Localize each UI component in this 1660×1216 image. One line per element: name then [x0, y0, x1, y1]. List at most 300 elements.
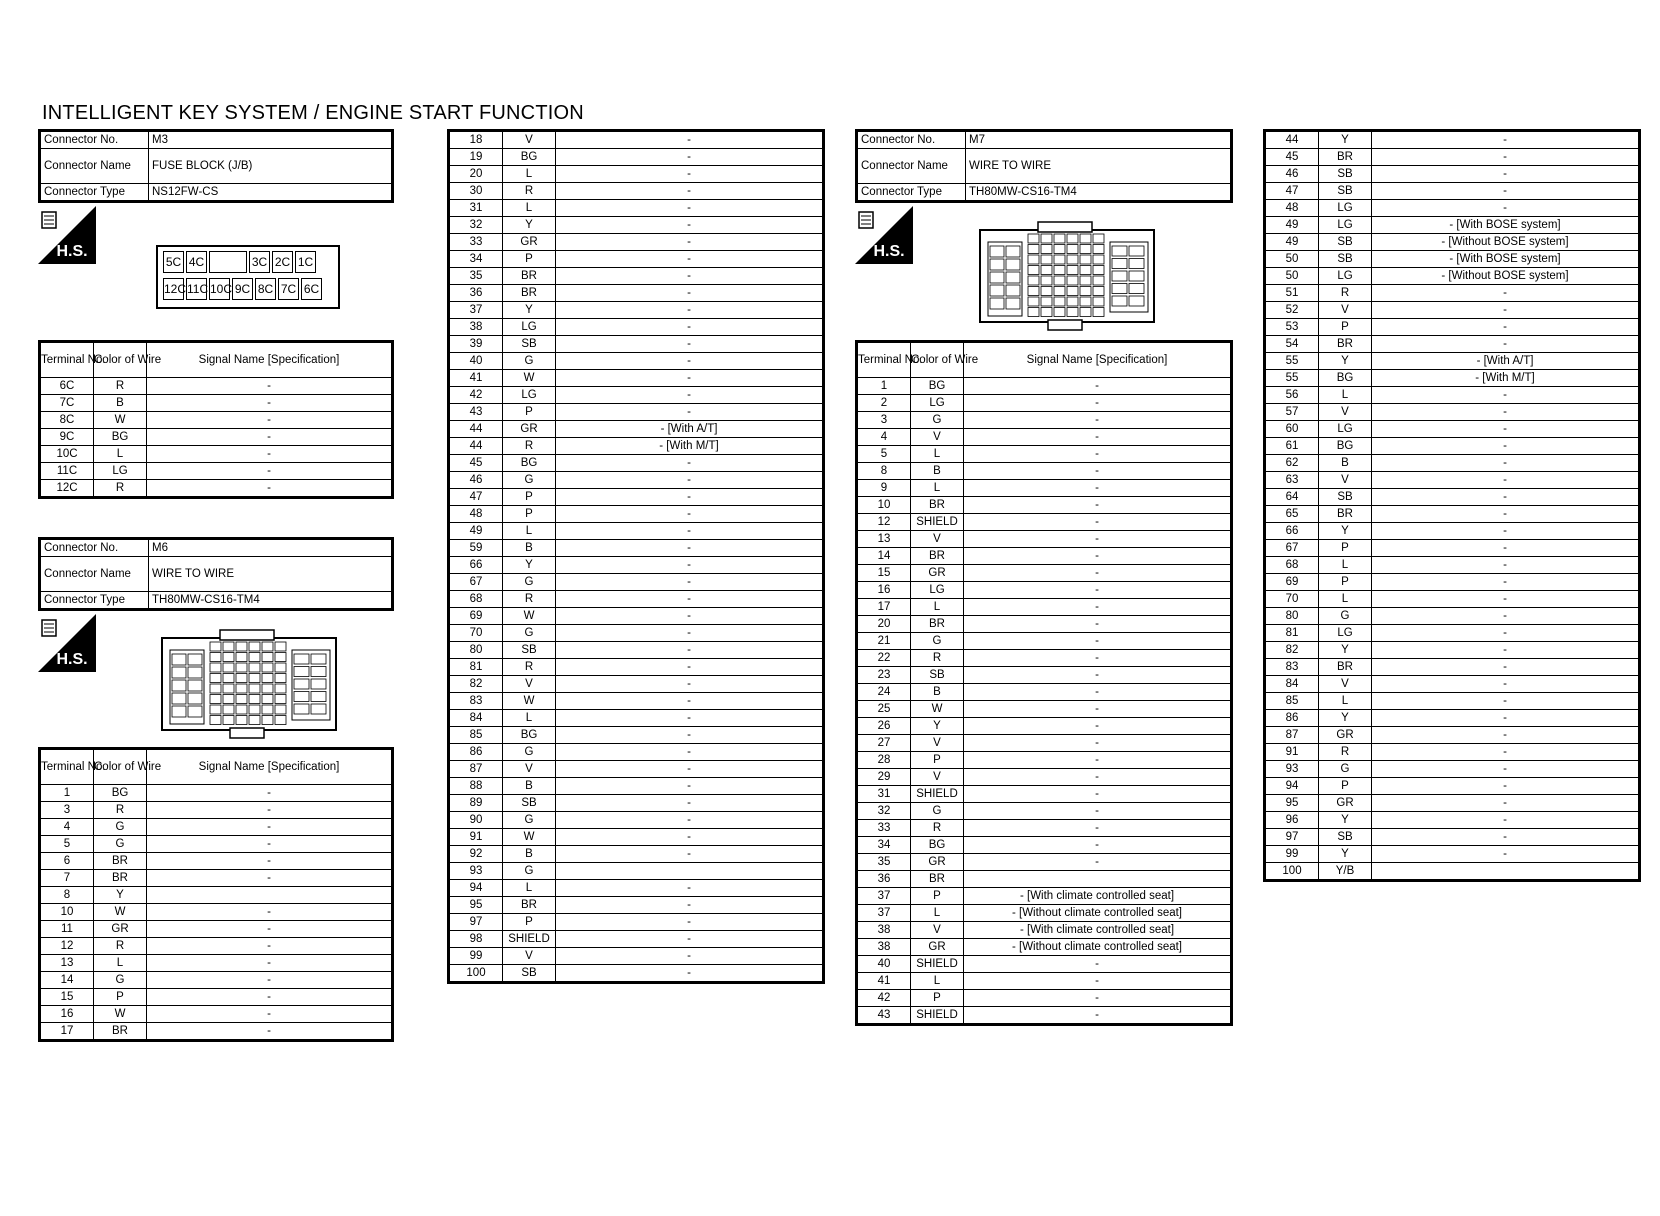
terminal-no: 14 [857, 548, 911, 565]
wire-color: SB [1319, 166, 1372, 183]
connector-type-label: Connector Type [857, 184, 966, 202]
table-row [40, 480, 393, 498]
signal-name: - [964, 446, 1232, 463]
signal-name: - [1372, 149, 1640, 166]
table-row [857, 871, 1232, 888]
signal-name: - [964, 497, 1232, 514]
wire-color: SB [1319, 489, 1372, 506]
terminal-no: 16 [40, 1006, 94, 1023]
terminal-no: 49 [1265, 217, 1319, 234]
m6-connector-info [38, 537, 394, 611]
signal-name: - [964, 395, 1232, 412]
wire-color: B [503, 846, 556, 863]
m6-connector-face [160, 628, 338, 740]
terminal-no: 81 [449, 659, 503, 676]
signal-name: - [556, 302, 824, 319]
terminal-no: 44 [1265, 131, 1319, 149]
wire-color: LG [503, 319, 556, 336]
signal-name: - [147, 1023, 393, 1041]
table-row [40, 1023, 393, 1041]
wire-color: V [911, 769, 964, 786]
table-row [857, 395, 1232, 412]
signal-name: - [147, 785, 393, 802]
terminal-no: 25 [857, 701, 911, 718]
signal-name: - [556, 795, 824, 812]
wire-color: BG [1319, 438, 1372, 455]
signal-name: - [556, 234, 824, 251]
terminal-no: 35 [857, 854, 911, 871]
terminal-no: 16 [857, 582, 911, 599]
table-row [449, 353, 824, 370]
signal-name: - [556, 829, 824, 846]
wire-color: G [503, 353, 556, 370]
terminal-no: 9 [857, 480, 911, 497]
terminal-no: 33 [449, 234, 503, 251]
signal-name: - [964, 599, 1232, 616]
signal-name: - [556, 387, 824, 404]
table-row [1265, 234, 1640, 251]
signal-name: - [556, 659, 824, 676]
table-row [449, 523, 824, 540]
signal-name: - [556, 676, 824, 693]
wire-color: GR [94, 921, 147, 938]
m6-connector-name: WIRE TO WIRE [149, 557, 393, 592]
signal-name: - [964, 531, 1232, 548]
connector-pin: 10C [209, 278, 230, 300]
table-row [449, 540, 824, 557]
wire-color: Y/B [1319, 863, 1372, 881]
wire-color: Y [1319, 642, 1372, 659]
signal-name: - [1372, 540, 1640, 557]
signal-name: - [1372, 557, 1640, 574]
table-row [857, 531, 1232, 548]
table-row [857, 429, 1232, 446]
terminal-no: 69 [1265, 574, 1319, 591]
m7-connector-no: M7 [966, 131, 1232, 149]
signal-name: - [556, 880, 824, 897]
signal-name: - [1372, 761, 1640, 778]
terminal-no: 31 [857, 786, 911, 803]
signal-name: - [964, 667, 1232, 684]
wire-color: L [1319, 591, 1372, 608]
signal-name: - [556, 574, 824, 591]
table-row [857, 1007, 1232, 1025]
terminal-no: 48 [449, 506, 503, 523]
terminal-no: 17 [857, 599, 911, 616]
table-row [449, 608, 824, 625]
signal-name: - [1372, 727, 1640, 744]
table-row [449, 897, 824, 914]
wire-color: Y [1319, 523, 1372, 540]
signal-name: - [556, 761, 824, 778]
wire-color: LG [1319, 625, 1372, 642]
terminal-no: 44 [449, 438, 503, 455]
signal-name: - [1372, 183, 1640, 200]
terminal-no: 39 [449, 336, 503, 353]
wire-color: W [503, 829, 556, 846]
signal-name: - [556, 319, 824, 336]
connector-pin: 9C [232, 278, 253, 300]
wire-color: L [1319, 557, 1372, 574]
terminal-no: 70 [449, 625, 503, 642]
wire-color: G [1319, 761, 1372, 778]
signal-name: - [1372, 591, 1640, 608]
wire-color: SB [1319, 234, 1372, 251]
signal-name: - [964, 565, 1232, 582]
wire-color: BG [503, 149, 556, 166]
wire-color: P [1319, 540, 1372, 557]
wire-color: B [911, 684, 964, 701]
signal-name: - [147, 972, 393, 989]
signal-name: - [556, 948, 824, 965]
signal-name: - [147, 989, 393, 1006]
connector-pin: 11C [186, 278, 207, 300]
terminal-no: 94 [449, 880, 503, 897]
wire-color: W [911, 701, 964, 718]
signal-name: - [556, 846, 824, 863]
table-row [449, 319, 824, 336]
wire-color: BG [94, 429, 147, 446]
terminal-no: 34 [857, 837, 911, 854]
table-row [857, 837, 1232, 854]
terminal-no-header: Terminal No. [857, 342, 911, 378]
terminal-no: 69 [449, 608, 503, 625]
table-row [857, 565, 1232, 582]
terminal-no: 94 [1265, 778, 1319, 795]
table-row [40, 989, 393, 1006]
connector-pin: 2C [272, 251, 293, 273]
signal-name: - [1372, 455, 1640, 472]
signal-name: - [556, 200, 824, 217]
wire-color: BG [503, 727, 556, 744]
table-row [857, 548, 1232, 565]
terminal-no: 82 [449, 676, 503, 693]
signal-name: - [1372, 795, 1640, 812]
terminal-no: 83 [449, 693, 503, 710]
wire-color: GR [911, 565, 964, 582]
signal-name: - [964, 633, 1232, 650]
signal-name: - [With climate controlled seat] [964, 922, 1232, 939]
table-row [1265, 489, 1640, 506]
signal-name: - [556, 353, 824, 370]
connector-pin: 4C [186, 251, 207, 273]
terminal-no: 96 [1265, 812, 1319, 829]
signal-name: - [964, 412, 1232, 429]
table-row [857, 599, 1232, 616]
table-row [449, 659, 824, 676]
terminal-no: 38 [857, 939, 911, 956]
signal-name: - [556, 166, 824, 183]
terminal-no: 99 [1265, 846, 1319, 863]
connector-pin: 1C [295, 251, 316, 273]
table-row [449, 131, 824, 149]
table-row [857, 888, 1232, 905]
m3-connector-info [38, 129, 394, 203]
table-row [1265, 200, 1640, 217]
table-row [449, 744, 824, 761]
signal-name: - [964, 480, 1232, 497]
wire-color: SHIELD [503, 931, 556, 948]
table-row [449, 676, 824, 693]
wire-color: V [911, 429, 964, 446]
terminal-no: 66 [449, 557, 503, 574]
table-row [449, 489, 824, 506]
wire-color: L [94, 955, 147, 972]
signal-name: - [556, 455, 824, 472]
table-row [1265, 472, 1640, 489]
signal-name: - [147, 802, 393, 819]
signal-name: - [Without climate controlled seat] [964, 939, 1232, 956]
terminal-no: 43 [449, 404, 503, 421]
table-row [857, 786, 1232, 803]
table-row [1265, 829, 1640, 846]
m7-connector-name: WIRE TO WIRE [966, 149, 1232, 184]
signal-name: - [556, 285, 824, 302]
terminal-no: 98 [449, 931, 503, 948]
table-row [449, 931, 824, 948]
wire-color: Y [1319, 846, 1372, 863]
signal-name: - [1372, 693, 1640, 710]
wire-color: G [911, 412, 964, 429]
terminal-no: 62 [1265, 455, 1319, 472]
signal-name: - [147, 480, 393, 498]
terminal-no: 7 [40, 870, 94, 887]
signal-name: - [964, 463, 1232, 480]
signal-name: - [964, 718, 1232, 735]
terminal-no: 95 [1265, 795, 1319, 812]
signal-name: - [1372, 387, 1640, 404]
signal-name: - [964, 752, 1232, 769]
table-row [40, 802, 393, 819]
wire-color: GR [911, 854, 964, 871]
wire-color: G [94, 836, 147, 853]
table-row [1265, 778, 1640, 795]
signal-name: - [964, 548, 1232, 565]
table-row [857, 378, 1232, 395]
connector-pin: 3C [249, 251, 270, 273]
signal-name: - [556, 591, 824, 608]
terminal-no: 83 [1265, 659, 1319, 676]
terminal-no: 41 [857, 973, 911, 990]
wire-color: B [503, 540, 556, 557]
terminal-no: 67 [1265, 540, 1319, 557]
wire-color: W [503, 693, 556, 710]
signal-name: - [1372, 744, 1640, 761]
terminal-no: 24 [857, 684, 911, 701]
wire-color: R [911, 650, 964, 667]
terminal-no: 87 [1265, 727, 1319, 744]
wire-color: BR [1319, 149, 1372, 166]
table-row [449, 846, 824, 863]
table-row [40, 870, 393, 887]
table-row [1265, 625, 1640, 642]
m6-terminal-table [38, 747, 394, 1042]
signal-name: - [556, 336, 824, 353]
terminal-no: 80 [449, 642, 503, 659]
wire-color: R [94, 378, 147, 395]
signal-name: - [1372, 625, 1640, 642]
table-row [1265, 523, 1640, 540]
table-row [857, 701, 1232, 718]
wire-color: L [503, 710, 556, 727]
terminal-no: 91 [449, 829, 503, 846]
table-row [1265, 353, 1640, 370]
terminal-no: 11 [40, 921, 94, 938]
table-row [40, 412, 393, 429]
terminal-no: 46 [1265, 166, 1319, 183]
signal-name: - [556, 183, 824, 200]
signal-name: - [1372, 438, 1640, 455]
wire-color: L [911, 599, 964, 616]
wire-color: V [911, 922, 964, 939]
terminal-no: 10C [40, 446, 94, 463]
signal-name: - [147, 412, 393, 429]
table-row [857, 854, 1232, 871]
signal-name: - [556, 251, 824, 268]
table-row [857, 514, 1232, 531]
wire-color: BR [94, 870, 147, 887]
terminal-no: 3 [857, 412, 911, 429]
wire-color: GR [911, 939, 964, 956]
wire-color: BR [911, 871, 964, 888]
terminal-no: 99 [449, 948, 503, 965]
connector-pin: 6C [301, 278, 322, 300]
table-row [1265, 217, 1640, 234]
hs-badge-text: H.S. [56, 651, 88, 668]
signal-name: - [147, 853, 393, 870]
table-row [40, 904, 393, 921]
wire-color: Y [503, 217, 556, 234]
wire-color: L [503, 200, 556, 217]
wire-color: B [1319, 455, 1372, 472]
terminal-no: 41 [449, 370, 503, 387]
signal-name: - [147, 955, 393, 972]
signal-name: - [964, 956, 1232, 973]
terminal-no: 6 [40, 853, 94, 870]
terminal-no: 4 [40, 819, 94, 836]
wire-color: R [94, 938, 147, 955]
signal-name: - [147, 395, 393, 412]
terminal-no: 18 [449, 131, 503, 149]
wire-color: GR [1319, 727, 1372, 744]
terminal-no: 46 [449, 472, 503, 489]
terminal-no: 32 [857, 803, 911, 820]
wire-color: BG [911, 837, 964, 854]
wire-color: W [94, 412, 147, 429]
terminal-no: 48 [1265, 200, 1319, 217]
signal-name: - [556, 472, 824, 489]
wire-color: P [503, 404, 556, 421]
wire-color: Y [503, 302, 556, 319]
wire-color: Y [503, 557, 556, 574]
connector-no-label: Connector No. [857, 131, 966, 149]
wire-color: GR [503, 234, 556, 251]
table-row [449, 370, 824, 387]
wire-color: G [911, 803, 964, 820]
terminal-no: 92 [449, 846, 503, 863]
table-row [1265, 812, 1640, 829]
terminal-no: 13 [857, 531, 911, 548]
terminal-no: 60 [1265, 421, 1319, 438]
signal-name: - [With climate controlled seat] [964, 888, 1232, 905]
wire-color: G [1319, 608, 1372, 625]
table-row [857, 735, 1232, 752]
m3-terminal-table [38, 340, 394, 499]
table-row [40, 819, 393, 836]
signal-name [147, 887, 393, 904]
terminal-no: 43 [857, 1007, 911, 1025]
signal-name: - [With BOSE system] [1372, 217, 1640, 234]
wire-color: BR [1319, 659, 1372, 676]
wire-color: R [1319, 285, 1372, 302]
table-row [449, 863, 824, 880]
table-row [1265, 302, 1640, 319]
signal-name: - [With BOSE system] [1372, 251, 1640, 268]
table-row [1265, 846, 1640, 863]
table-row [1265, 642, 1640, 659]
table-row [449, 217, 824, 234]
terminal-no: 93 [449, 863, 503, 880]
wire-color: L [911, 973, 964, 990]
table-row [40, 378, 393, 395]
signal-name: - [1372, 778, 1640, 795]
table-row [449, 421, 824, 438]
signal-name: - [1372, 846, 1640, 863]
wire-color: SHIELD [911, 956, 964, 973]
m7-connector-type: TH80MW-CS16-TM4 [966, 184, 1232, 202]
wire-color: P [1319, 778, 1372, 795]
wire-color: L [911, 905, 964, 922]
wire-color: BR [503, 285, 556, 302]
signal-name: - [With A/T] [556, 421, 824, 438]
table-row [857, 939, 1232, 956]
signal-name: - [556, 812, 824, 829]
table-row [1265, 710, 1640, 727]
table-row [1265, 574, 1640, 591]
terminal-no: 56 [1265, 387, 1319, 404]
terminal-no: 50 [1265, 251, 1319, 268]
harness-side-icon [38, 206, 96, 264]
signal-name: - [556, 778, 824, 795]
connector-pin: 8C [255, 278, 276, 300]
signal-name: - [556, 370, 824, 387]
m7-terminal-table [855, 340, 1233, 1026]
table-row [449, 574, 824, 591]
terminal-no-header: Terminal No. [40, 342, 94, 378]
wire-color: Y [94, 887, 147, 904]
terminal-no: 40 [857, 956, 911, 973]
terminal-no: 49 [449, 523, 503, 540]
table-row [1265, 131, 1640, 149]
table-row [449, 557, 824, 574]
terminal-no: 47 [449, 489, 503, 506]
signal-name: - [964, 854, 1232, 871]
signal-name-header: Signal Name [Specification] [964, 342, 1232, 378]
signal-name: - [556, 404, 824, 421]
table-row [449, 625, 824, 642]
terminal-no: 40 [449, 353, 503, 370]
wire-color: G [94, 819, 147, 836]
table-row [1265, 251, 1640, 268]
terminal-no: 67 [449, 574, 503, 591]
page-title: INTELLIGENT KEY SYSTEM / ENGINE START FUNCTION [42, 102, 584, 124]
terminal-no: 12C [40, 480, 94, 498]
connector-pin: 12C [163, 278, 184, 300]
m3-connector-name: FUSE BLOCK (J/B) [149, 149, 393, 184]
wire-color: G [503, 863, 556, 880]
table-row [40, 938, 393, 955]
terminal-no: 45 [449, 455, 503, 472]
